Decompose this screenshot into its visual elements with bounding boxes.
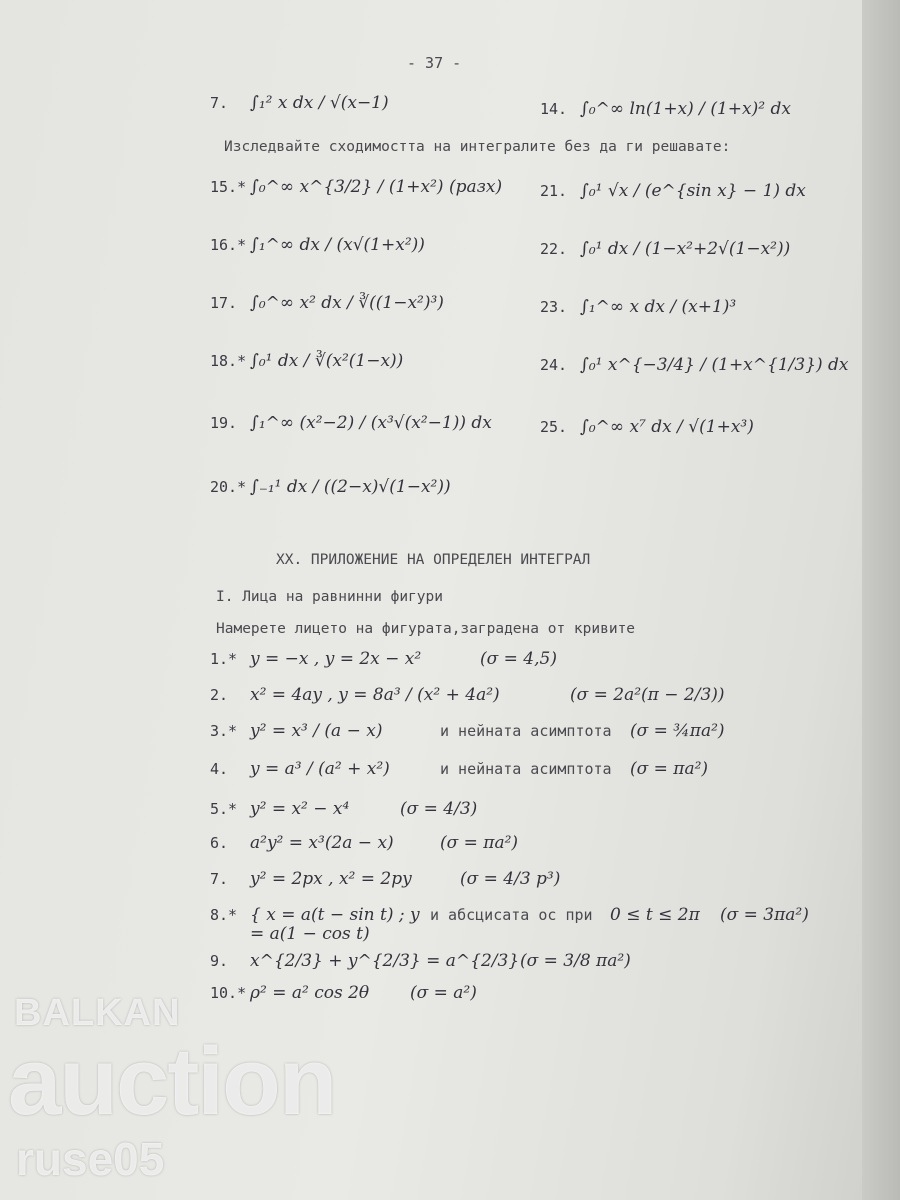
item-number: 16.* xyxy=(210,236,247,254)
watermark-ruse05: ruse05 xyxy=(16,1133,165,1185)
item-number: 7. xyxy=(210,94,229,112)
item-number: 24. xyxy=(540,356,568,374)
item-number: 20.* xyxy=(210,478,247,496)
problem-number: 3.* xyxy=(210,722,238,740)
problem-number: 4. xyxy=(210,760,229,778)
formula: ∫₋₁¹ dx / ((2−x)√(1−x²)) xyxy=(250,477,451,497)
formula: ∫₁^∞ dx / (x√(1+x²)) xyxy=(250,235,425,255)
problem-formula: y² = x³ / (a − x) xyxy=(250,721,383,741)
formula: ∫₀¹ x^{−3/4} / (1+x^{1/3}) dx xyxy=(580,355,849,375)
problem-condition: 0 ≤ t ≤ 2π xyxy=(610,905,700,925)
problem-answer: (σ = 2a²(π − 2/3)) xyxy=(570,685,725,705)
problem-formula: y² = x² − x⁴ xyxy=(250,799,350,819)
page-number: - 37 - xyxy=(407,54,462,72)
problem-answer: (σ = a²) xyxy=(410,983,477,1003)
problem-note: и нейната асимптота xyxy=(440,760,612,778)
problem-formula: { x = a(t − sin t) ; y = a(1 − cos t) xyxy=(250,905,420,944)
problem-answer: (σ = πa²) xyxy=(630,759,709,779)
formula: ∫₀¹ dx / (1−x²+2√(1−x²)) xyxy=(580,239,791,259)
problem-number: 5.* xyxy=(210,800,238,818)
item-number: 21. xyxy=(540,182,568,200)
problem-answer: (σ = ¾πa²) xyxy=(630,721,725,741)
formula: ∫₀^∞ ln(1+x) / (1+x)² dx xyxy=(580,99,791,119)
section-title: XX. ПРИЛОЖЕНИЕ НА ОПРЕДЕЛЕН ИНТЕГРАЛ xyxy=(276,552,591,568)
task-text: Намерете лицето на фигурата,заградена от кривите xyxy=(216,621,636,637)
item-number: 14. xyxy=(540,100,568,118)
item-number: 15.* xyxy=(210,178,247,196)
item-number: 22. xyxy=(540,240,568,258)
problem-number: 7. xyxy=(210,870,229,888)
problem-answer: (σ = 4/3 p³) xyxy=(460,869,561,889)
problem-formula: y = −x , y = 2x − x² xyxy=(250,649,422,669)
problem-number: 1.* xyxy=(210,650,238,668)
problem-answer: (σ = πa²) xyxy=(440,833,519,853)
item-number: 25. xyxy=(540,418,568,436)
problem-formula: x² = 4ay , y = 8a³ / (x² + 4a²) xyxy=(250,685,500,705)
problem-answer: (σ = 4,5) xyxy=(480,649,557,669)
problem-note: и нейната асимптота xyxy=(440,722,612,740)
problem-note: и абсцисата ос при xyxy=(430,906,593,924)
problem-formula: y = a³ / (a² + x²) xyxy=(250,759,390,779)
formula: ∫₁^∞ x dx / (x+1)³ xyxy=(580,297,737,317)
problem-number: 2. xyxy=(210,686,229,704)
item-number: 17. xyxy=(210,294,238,312)
formula: ∫₀¹ √x / (e^{sin x} − 1) dx xyxy=(580,181,806,201)
problem-answer: (σ = 3/8 πa²) xyxy=(520,951,631,971)
subsection-title: I. Лица на равнинни фигури xyxy=(216,589,443,605)
formula: ∫₀¹ dx / ∛(x²(1−x)) xyxy=(250,351,404,371)
watermark-auction: auction xyxy=(8,1028,336,1135)
problem-formula: ρ² = a² cos 2θ xyxy=(250,983,370,1003)
page-edge-shadow xyxy=(862,0,900,1200)
problem-formula: a²y² = x³(2a − x) xyxy=(250,833,394,853)
watermark-balkan: BALKAN xyxy=(14,992,181,1034)
problem-number: 9. xyxy=(210,952,229,970)
formula: ∫₀^∞ x² dx / ∛((1−x²)³) xyxy=(250,293,444,313)
formula: ∫₁^∞ (x²−2) / (x³√(x²−1)) dx xyxy=(250,413,492,433)
item-number: 18.* xyxy=(210,352,247,370)
intro-text: Изследвайте сходимостта на интегралите без да ги решавате: xyxy=(224,139,731,155)
item-number: 19. xyxy=(210,414,238,432)
problem-formula: x^{2/3} + y^{2/3} = a^{2/3} xyxy=(250,951,520,971)
problem-answer: (σ = 4/3) xyxy=(400,799,478,819)
formula: ∫₀^∞ x⁷ dx / √(1+x³) xyxy=(580,417,754,437)
problem-number: 10.* xyxy=(210,984,247,1002)
item-number: 23. xyxy=(540,298,568,316)
problem-formula: y² = 2px , x² = 2py xyxy=(250,869,412,889)
formula: ∫₁² x dx / √(x−1) xyxy=(250,93,389,113)
formula: ∫₀^∞ x^{3/2} / (1+x²) (разх) xyxy=(250,177,503,197)
problem-answer: (σ = 3πa²) xyxy=(720,905,809,925)
problem-number: 8.* xyxy=(210,906,238,924)
problem-number: 6. xyxy=(210,834,229,852)
